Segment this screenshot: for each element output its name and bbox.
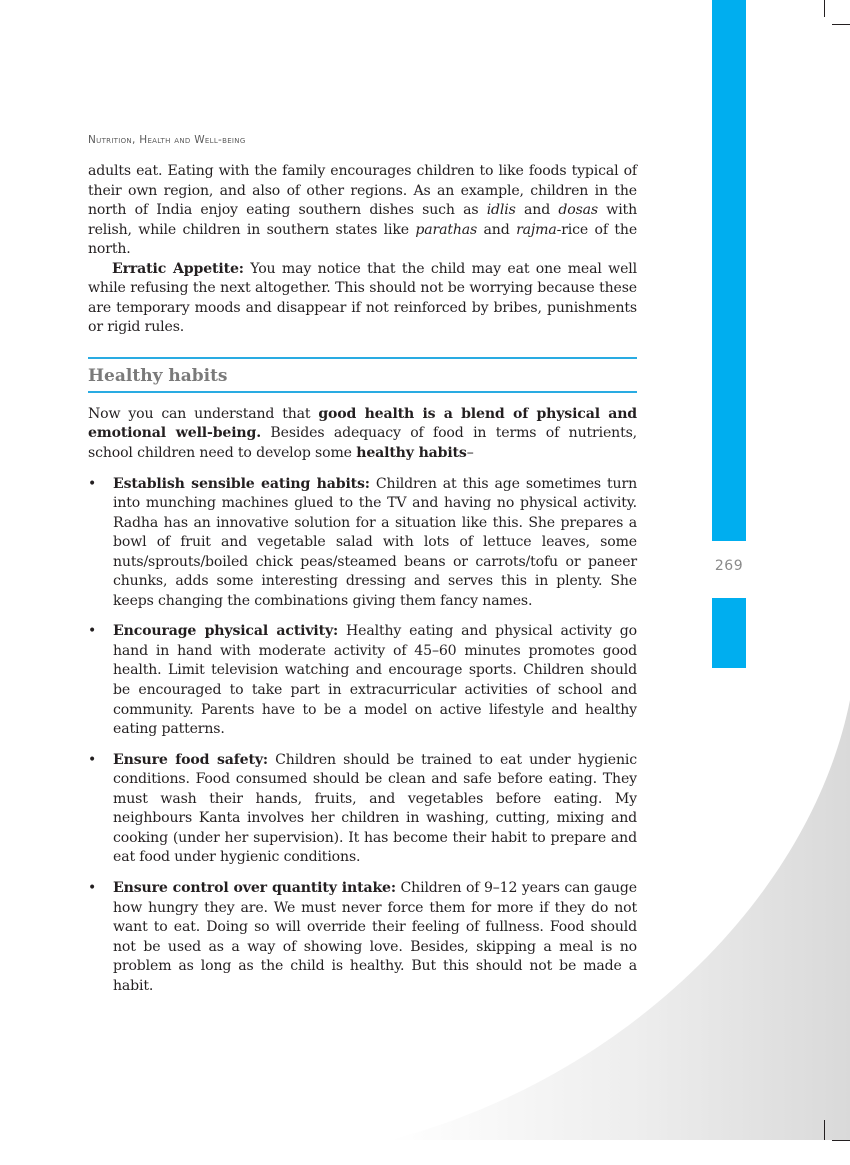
page-number: 269	[714, 558, 744, 574]
section-title: Healthy habits	[88, 365, 228, 386]
side-accent-bar-bottom	[712, 598, 746, 668]
bullet-icon: •	[88, 751, 97, 768]
crop-mark-top-horizontal	[832, 24, 850, 25]
paragraph-regional-foods: adults eat. Eating with the family encourages children to like foods typical of their own region, and also of other regions. As an example, children in the north of India enjoy eating southern dishes such as idlis and dosas with relish, while children in southern states like parathas and rajma-rice of the north.	[88, 163, 638, 258]
bullet-icon: •	[88, 879, 97, 896]
paragraph-erratic-appetite: Erratic Appetite: You may notice that the child may eat one meal well while refusing the next altogether. This should not be worrying because these are temporary moods and disappear if not reinforced by bribes, punishments or rigid rules.	[88, 260, 637, 336]
page-content	[88, 162, 637, 1007]
bullet-icon: •	[88, 623, 97, 640]
healthy-habits-list	[88, 475, 637, 997]
crop-mark-top-vertical	[824, 0, 825, 17]
list-item-quantity-intake: • Ensure control over quantity intake: Children of 9–12 years can gauge how hungry they are. We must never force them for more if they do not want to eat. Doing so will override their feeling of fullness. Food should not be used as a way of showing love. Besides, skipping a meal is no problem as long as the child is healthy. But this should not be made a habit.	[88, 879, 638, 994]
bullet-icon: •	[88, 475, 97, 492]
term-parathas: parathas	[415, 221, 478, 238]
list-item-physical-activity: • Encourage physical activity: Healthy eating and physical activity go hand in hand with moderate activity of 45–60 minutes promotes good health. Limit television watching and encourage sports. Children should be encouraged to take part in extracurricular activities of school and community. Parents have to be a model on active lifestyle and healthy eating patterns.	[88, 623, 637, 738]
paragraph-intro: Now you can understand that good health is a blend of physical and emotional well-being. Besides adequacy of food in terms of nutrients, school children need to develop some healthy habits–	[88, 405, 638, 462]
running-head-text: Nutrition, Health and Well-being	[88, 134, 246, 146]
section-heading-healthy-habits	[88, 357, 637, 393]
term-dosas: dosas	[558, 202, 598, 219]
term-rajma: rajma	[516, 221, 557, 238]
term-idlis: idlis	[486, 202, 516, 219]
side-accent-bar-top	[712, 0, 746, 541]
list-item-food-safety: • Ensure food safety: Children should be trained to eat under hygienic conditions. Food consumed should be clean and safe before eating. They must wash their hands, fruits, and vegetables before eating. My neighbours Kanta involves her children in washing, cutting, mixing and cooking (under her supervision). It has become their habit to prepare and eat food under hygienic conditions.	[88, 751, 637, 866]
running-head	[88, 134, 246, 146]
erratic-appetite-label: Erratic Appetite:	[112, 260, 244, 277]
crop-mark-bottom-horizontal	[832, 1140, 850, 1141]
crop-mark-bottom-vertical	[824, 1120, 825, 1140]
list-item-eating-habits: • Establish sensible eating habits: Children at this age sometimes turn into munching machines glued to the TV and having no physical activity. Radha has an innovative solution for a situation like this. She prepares a bowl of fruit and vegetable salad with lots of lettuce leaves, some nuts/sprouts/boiled chick peas/steamed beans or carrots/tofu or paneer chunks, adds some interesting dressing and serves this in plenty. She keeps changing the combinations giving them fancy names.	[88, 475, 637, 609]
